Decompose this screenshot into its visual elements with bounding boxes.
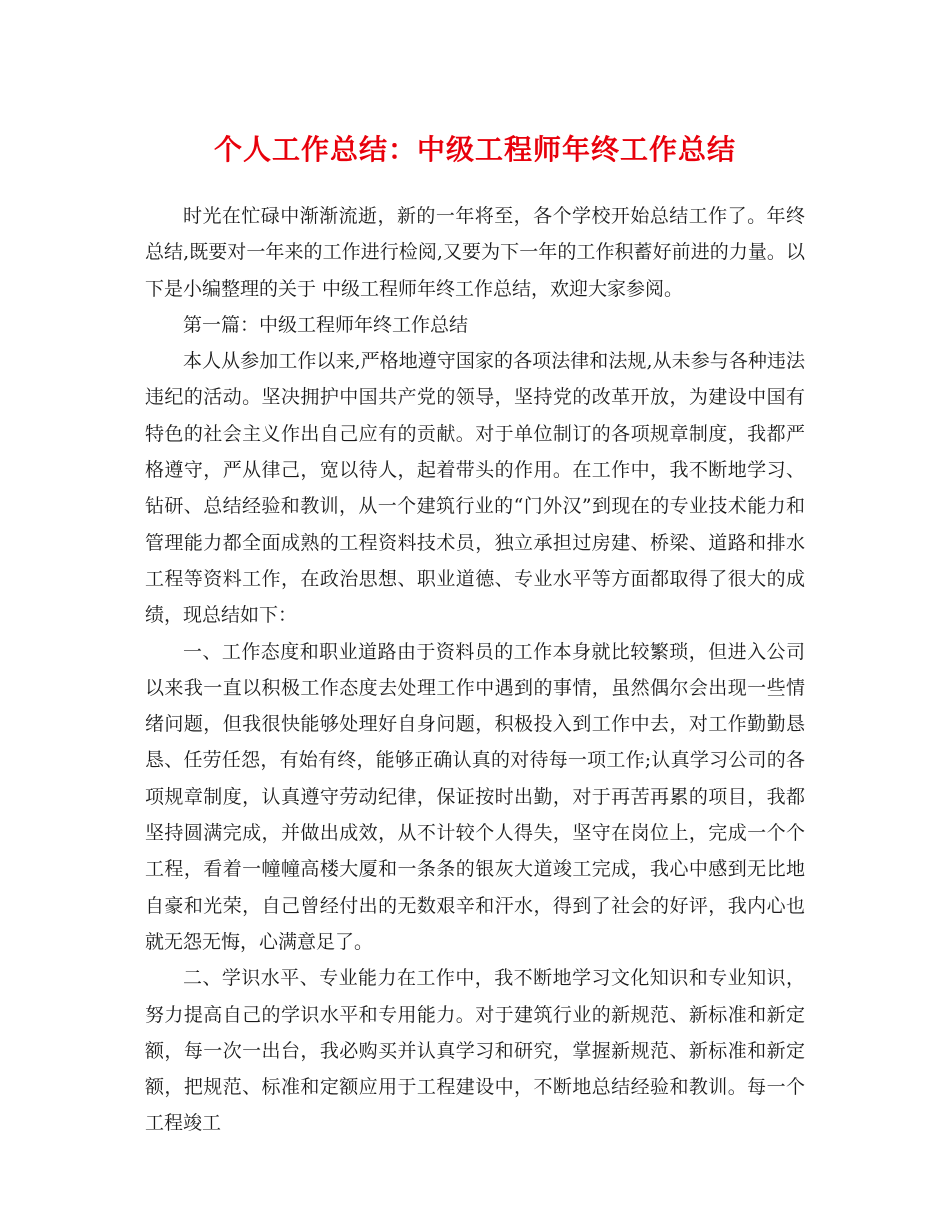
- body-paragraph: 一、工作态度和职业道路由于资料员的工作本身就比较繁琐，但进入公司以来我一直以积极工作态度去处理工作中遇到的事情，虽然偶尔会出现一些情绪问题，但我很快能够处理好自身问题，积极投入到工作中去，对工作勤勤恳恳、任劳任怨，有始有终，能够正确认真的对待每一项工作;认真学习公司的各项规章制度，认真遵守劳动纪律，保证按时出勤，对于再苦再累的项目，我都坚持圆满完成，并做出成效，从不计较个人得失，坚守在岗位上，完成一个个工程，看着一幢幢高楼大厦和一条条的银灰大道竣工完成，我心中感到无比地自豪和光荣，自己曾经付出的无数艰辛和汗水，得到了社会的好评，我内心也就无怨无悔，心满意足了。: [145, 640, 805, 953]
- document-body: [145, 198, 805, 1142]
- document-title: 个人工作总结：中级工程师年终工作总结: [213, 133, 736, 166]
- body-paragraph: 本人从参加工作以来,严格地遵守国家的各项法律和法规,从未参与各种违法违纪的活动。坚决拥护中国共产党的领导，坚持党的改革开放，为建设中国有特色的社会主义作出自己应有的贡献。对于单位制订的各项规章制度，我都严格遵守，严从律己，宽以待人，起着带头的作用。在工作中，我不断地学习、钻研、总结经验和教训，从一个建筑行业的“门外汉”到现在的专业技术能力和管理能力都全面成熟的工程资料技术员，独立承担过房建、桥梁、道路和排水工程等资料工作，在政治思想、职业道德、专业水平等方面都取得了很大的成绩，现总结如下：: [145, 350, 805, 627]
- section-heading: 第一篇：中级工程师年终工作总结: [183, 313, 469, 336]
- body-paragraph: 二、学识水平、专业能力在工作中，我不断地学习文化知识和专业知识，努力提高自己的学识水平和专用能力。对于建筑行业的新规范、新标准和新定额，每一次一出台，我必购买并认真学习和研究，掌握新规范、新标准和新定额，把规范、标准和定额应用于工程建设中，不断地总结经验和教训。每一个工程竣工: [145, 967, 805, 1135]
- intro-paragraph: 时光在忙碌中渐渐流逝，新的一年将至，各个学校开始总结工作了。年终总结,既要对一年来的工作进行检阅,又要为下一年的工作积蓄好前进的力量。以下是小编整理的关于 中级工程师年终工作总结，欢迎大家参阅。: [145, 205, 805, 300]
